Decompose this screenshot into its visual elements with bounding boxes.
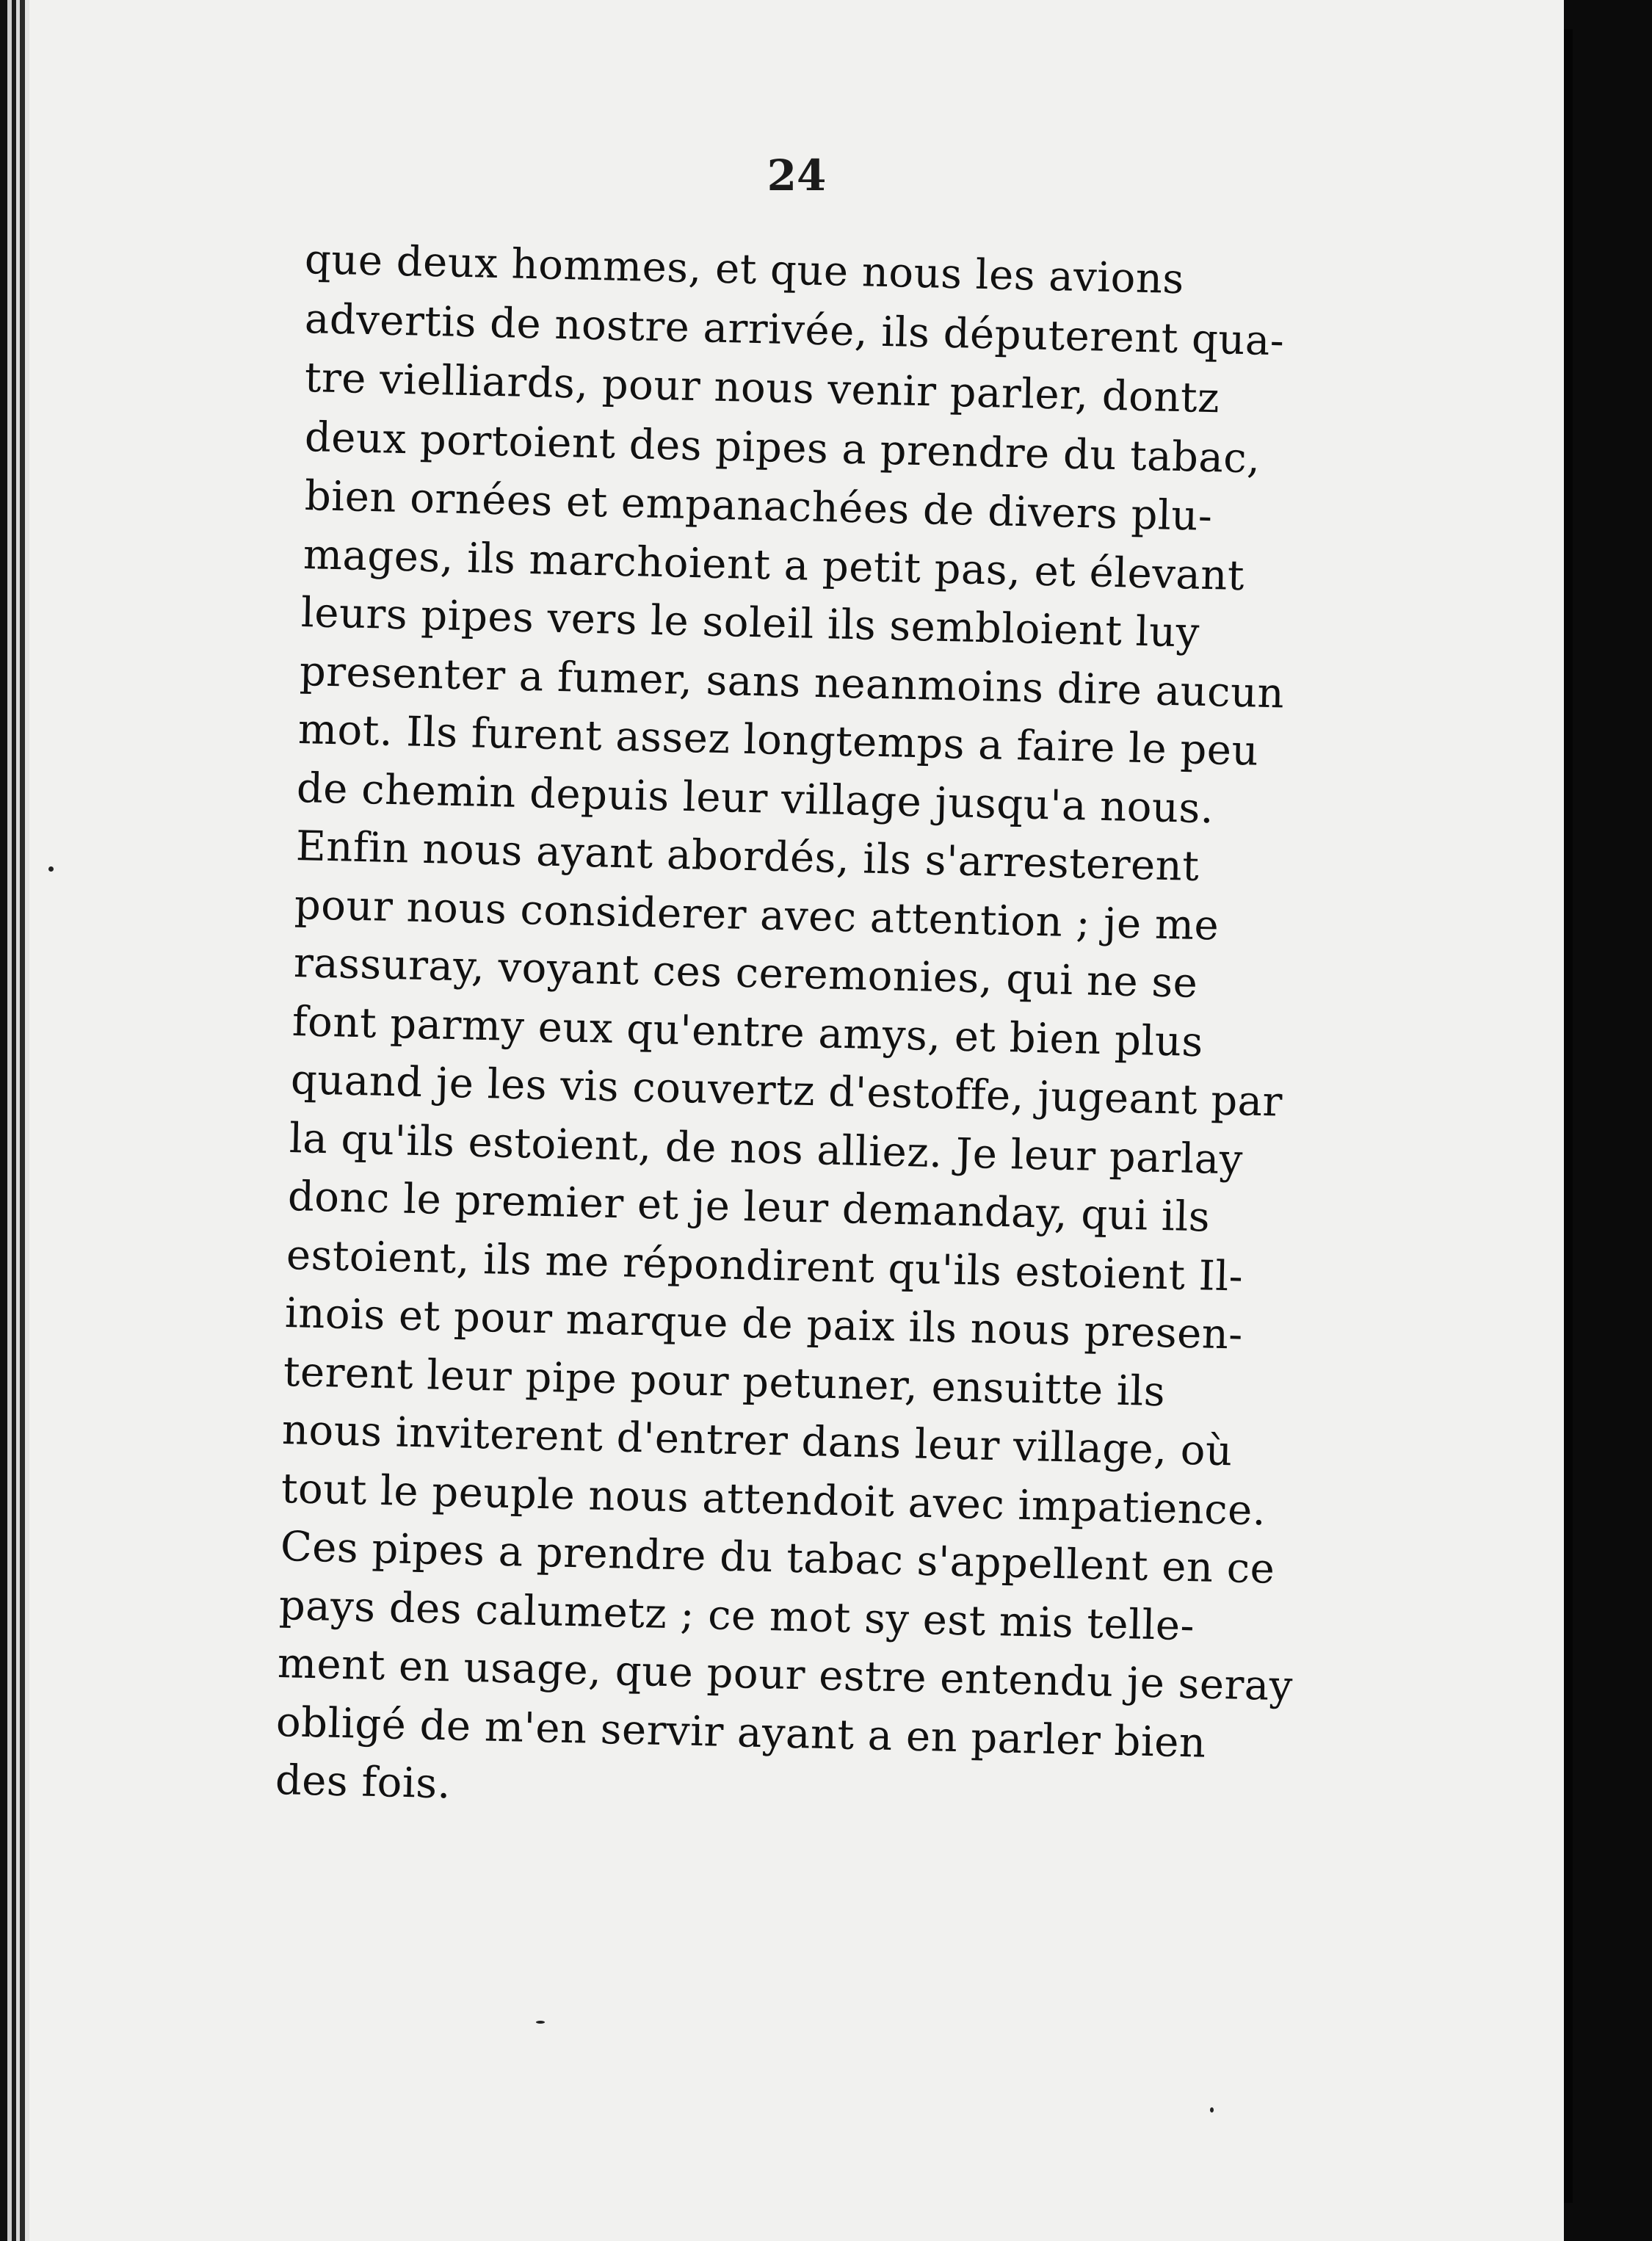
paper-sheet	[29, 0, 1564, 2241]
text-line: bien ornées et empanachées de divers plu-	[304, 472, 1214, 541]
text-line: pays des calumetz ; ce mot sy est mis telle-	[278, 1581, 1195, 1650]
text-line: des fois.	[275, 1756, 452, 1809]
ink-speck	[48, 866, 54, 872]
text-line: mages, ils marchoient a petit pas, et élevant	[302, 530, 1245, 600]
page-number: 24	[767, 151, 827, 200]
scan-background	[1573, 0, 1652, 2241]
text-line: Ces pipes a prendre du tabac s'appellent en ce	[280, 1523, 1275, 1593]
text-line: pour nous considerer avec attention ; je me	[294, 880, 1220, 950]
text-line: de chemin depuis leur village jusqu'a nous.	[296, 764, 1214, 833]
text-line: deux portoient des pipes a prendre du tabac,	[304, 413, 1261, 483]
text-line: obligé de m'en servir ayant a en parler bien	[275, 1698, 1207, 1767]
ink-speck	[536, 2021, 545, 2024]
book-edge	[20, 0, 25, 2241]
text-line: quand je les vis couvertz d'estoffe, jugeant par	[290, 1056, 1283, 1126]
text-line: nous inviterent d'entrer dans leur village, où	[281, 1406, 1233, 1476]
page-edge-shadow	[1564, 29, 1573, 2203]
text-line: ment en usage, que pour estre entendu je seray	[277, 1640, 1294, 1711]
text-line: inois et pour marque de paix ils nous presen-	[284, 1289, 1244, 1359]
ink-speck	[1210, 2107, 1214, 2113]
text-line: mot. Ils furent assez longtemps a faire le peu	[297, 706, 1259, 775]
text-line: que deux hommes, et que nous les avions	[304, 236, 1185, 304]
book-edge	[0, 0, 7, 2241]
text-line: donc le premier et je leur demanday, qui ils	[287, 1173, 1211, 1242]
text-line: tre vielliards, pour nous venir parler, dontz	[304, 354, 1220, 423]
text-line: presenter a fumer, sans neanmoins dire aucun	[299, 647, 1285, 717]
text-line: tout le peuple nous attendoit avec impatience.	[280, 1464, 1267, 1535]
text-line: Enfin nous ayant abordés, ils s'arresterent	[295, 822, 1200, 891]
text-line: advertis de nostre arrivée, ils députerent qua-	[304, 294, 1285, 365]
text-line: terent leur pipe pour petuner, ensuitte ils	[283, 1347, 1166, 1416]
text-line: font parmy eux qu'entre amys, et bien plus	[291, 997, 1204, 1066]
page-body-text	[275, 233, 1413, 1810]
text-line: rassuray, voyant ces ceremonies, qui ne se	[293, 939, 1199, 1007]
text-line: leurs pipes vers le soleil ils sembloient luy	[300, 589, 1200, 657]
text-line: estoient, ils me répondirent qu'ils estoient Il-	[286, 1231, 1244, 1301]
text-line: la qu'ils estoient, de nos alliez. Je leur parlay	[289, 1114, 1244, 1184]
